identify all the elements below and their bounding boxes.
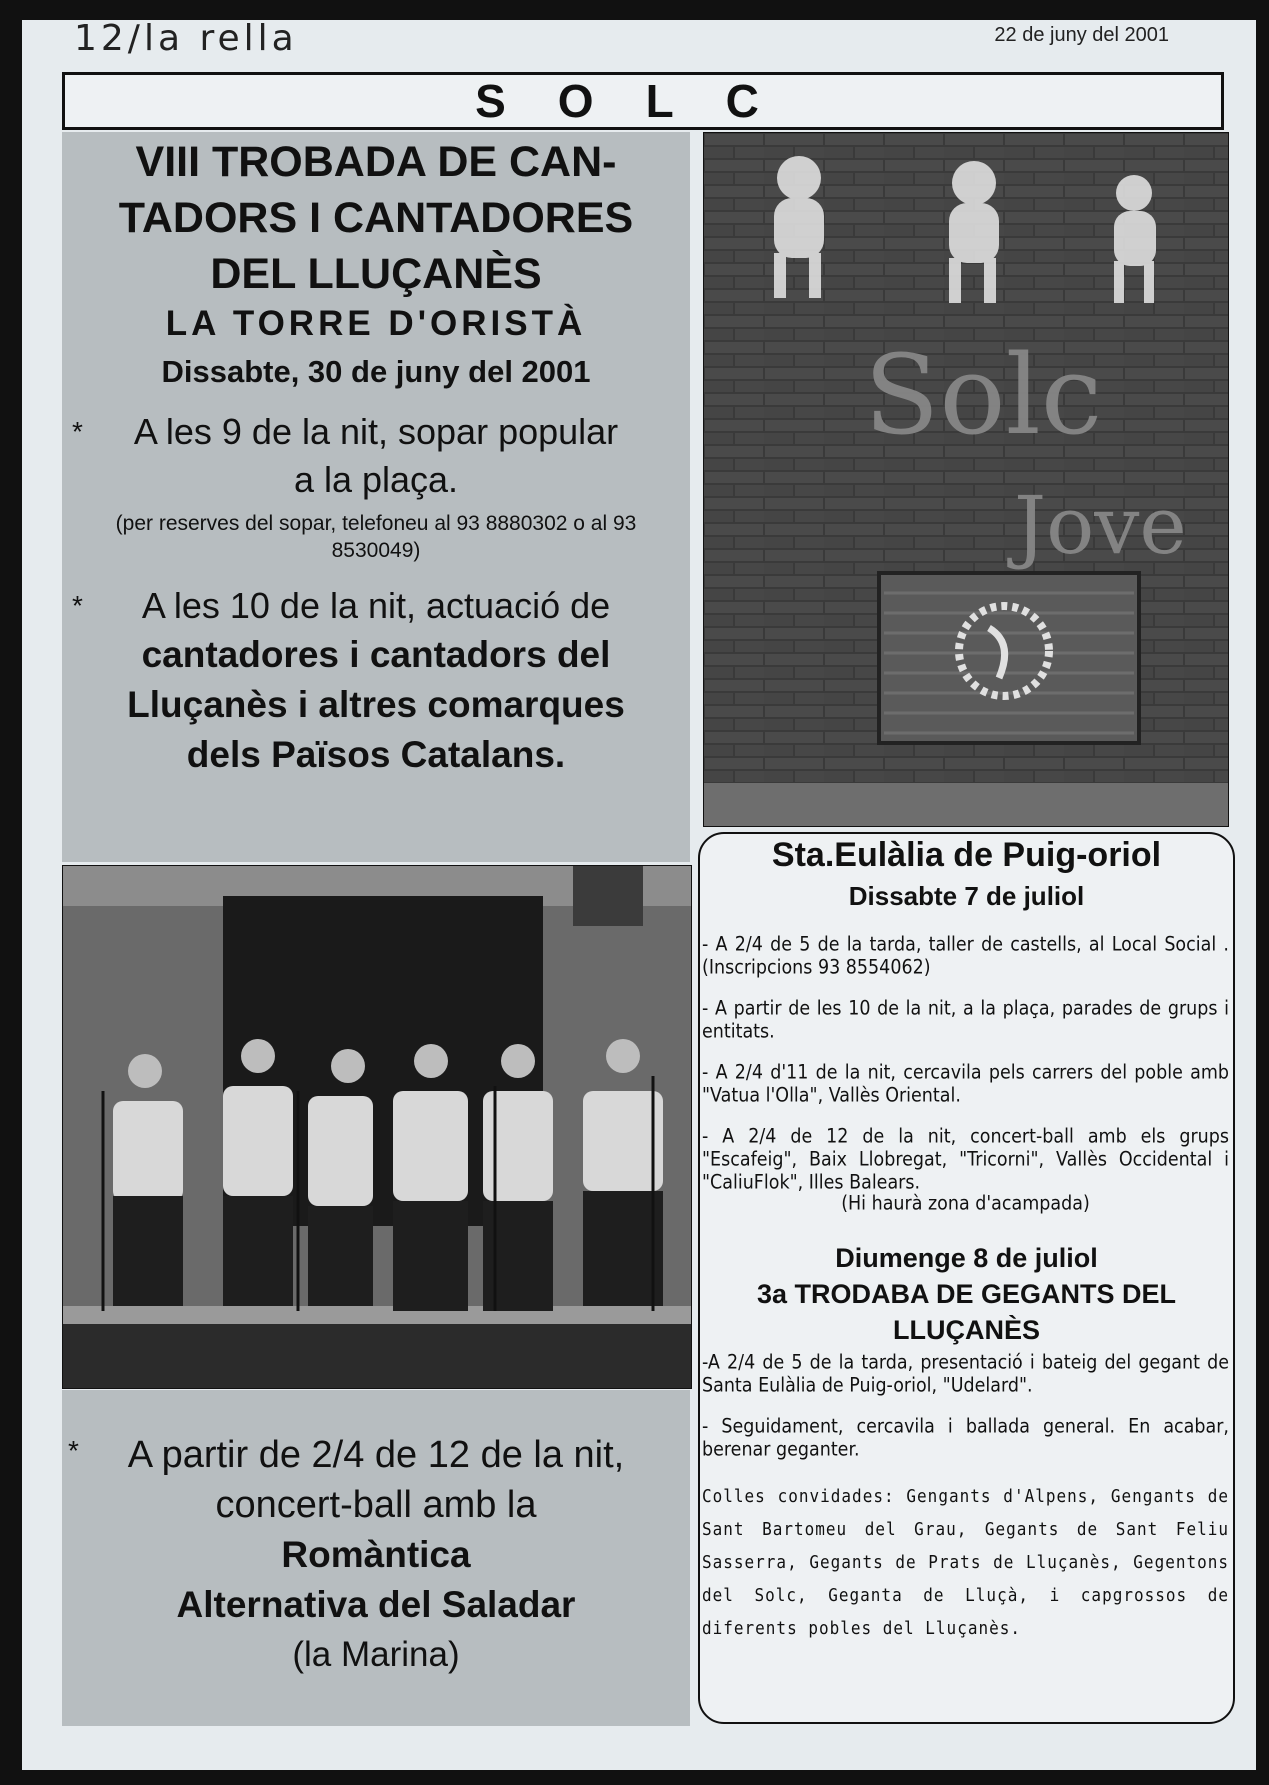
program-item: -A 2/4 de 5 de la tarda, presentació i bateig del gegant de Santa Eulàlia de Puig-oriol, "Udelard". bbox=[702, 1352, 1229, 1398]
schedule-item-dinner bbox=[62, 408, 690, 504]
performers-line: Lluçanès i altres comarques bbox=[127, 684, 625, 725]
event-date: Dissabte, 30 de juny del 2001 bbox=[161, 354, 591, 389]
program-item: - A 2/4 d'11 de la nit, cercavila pels carrers del poble amb "Vatua l'Olla", Vallès Oriental. bbox=[702, 1062, 1229, 1108]
camping-note: (Hi haurà zona d'acampada) bbox=[841, 1193, 1090, 1215]
band-name-line: Romàntica bbox=[281, 1534, 471, 1575]
singers-image bbox=[63, 866, 691, 1388]
giants-event-line: LLUÇANÈS bbox=[893, 1315, 1040, 1345]
late-concert-time bbox=[62, 1430, 690, 1480]
program-item: - A partir de les 10 de la nit, a la plaça, parades de grups i entitats. bbox=[702, 998, 1229, 1044]
event-trobada-panel bbox=[62, 132, 690, 862]
bullet-star: * bbox=[72, 416, 83, 447]
event-title-line: VIII TROBADA DE CAN- bbox=[135, 138, 617, 186]
program-item: - A 2/4 de 5 de la tarda, taller de castells, al Local Social .(Inscripcions 93 8554062) bbox=[702, 934, 1229, 980]
late-concert-panel bbox=[62, 1390, 690, 1726]
schedule-item-concert bbox=[62, 582, 690, 630]
program-item: - Seguidament, cercavila i ballada general. En acabar, berenar geganter. bbox=[702, 1416, 1229, 1462]
program-item: - A 2/4 de 12 de la nit, concert-ball amb els grups "Escafeig", Baix Llobregat, "Tricorni", Vallès Occidental i "CaliuFlok", Illes Balears. bbox=[702, 1126, 1229, 1195]
schedule-line: a la plaça. bbox=[293, 459, 459, 500]
wall-graffiti-photo bbox=[703, 132, 1229, 827]
graffiti-text-solc: Solc bbox=[864, 331, 1103, 459]
bullet-star: * bbox=[68, 1435, 79, 1466]
bullet-star: * bbox=[72, 590, 83, 621]
event-title bbox=[62, 134, 690, 302]
giants-event-title bbox=[700, 1276, 1233, 1348]
section-banner: SOLC bbox=[62, 72, 1224, 130]
band-origin: (la Marina) bbox=[292, 1635, 460, 1674]
puig-oriol-program-box bbox=[698, 832, 1235, 1724]
event-place: LA TORRE D'ORISTÀ bbox=[165, 304, 587, 343]
issue-date: 22 de juny del 2001 bbox=[994, 24, 1169, 46]
performers-text bbox=[62, 630, 690, 780]
event-title-line: DEL LLUÇANÈS bbox=[210, 250, 542, 298]
schedule-line: A les 9 de la nit, sopar popular bbox=[133, 411, 619, 452]
program-day1: Dissabte 7 de juliol bbox=[848, 881, 1085, 911]
singers-photo bbox=[62, 865, 692, 1389]
band-name-line: Alternativa del Saladar bbox=[176, 1584, 576, 1625]
performers-line: cantadores i cantadors del bbox=[141, 634, 611, 675]
event-title-line: TADORS I CANTADORES bbox=[118, 194, 634, 242]
graffiti-text-jove: Jove bbox=[1014, 479, 1187, 572]
band-name bbox=[62, 1530, 690, 1630]
giants-event-line: 3a TRODABA DE GEGANTS DEL bbox=[756, 1279, 1177, 1309]
performers-line: dels Països Catalans. bbox=[186, 734, 566, 775]
page-number-header: 12/la rella bbox=[74, 18, 298, 59]
program-title: Sta.Eulàlia de Puig-oriol bbox=[771, 836, 1162, 874]
reservation-note: (per reserves del sopar, telefoneu al 93 8880302 o al 93 8530049) bbox=[115, 512, 637, 562]
invited-groups: Colles convidades: Gengants d'Alpens, Gengants de Sant Bartomeu del Grau, Gegants de Sant Feliu Sasserra, Gegants de Prats de Lluçanès, Gegentons del Solc, Geganta de Lluçà, i capgrossos de diferents pobles del Lluçanès. bbox=[702, 1485, 1229, 1639]
late-concert-intro: concert-ball amb la bbox=[215, 1484, 537, 1526]
program-day2: Diumenge 8 de juliol bbox=[835, 1243, 1098, 1273]
late-concert-line: A partir de 2/4 de 12 de la nit, bbox=[127, 1434, 625, 1476]
wall-graffiti-image bbox=[704, 133, 1228, 826]
schedule-line: A les 10 de la nit, actuació de bbox=[141, 585, 611, 626]
